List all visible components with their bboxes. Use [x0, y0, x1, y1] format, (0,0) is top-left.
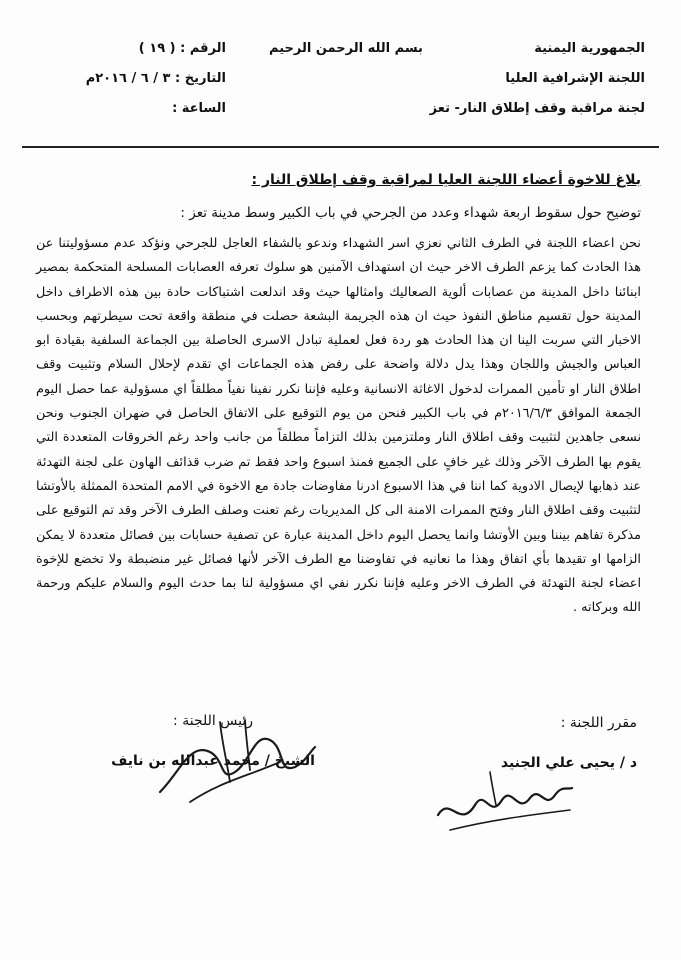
basmala: بسم الله الرحمن الرحيم: [269, 41, 423, 56]
reference-date: التاريخ : ٣ / ٦ / ٢٠١٦م: [85, 71, 226, 86]
body-paragraph: نحن اعضاء اللجنة في الطرف الثاني نعزي اسر الشهداء وندعو بالشفاء العاجل للجرحي ونؤكد عدم مسؤوليتنا عن هذا الحادث كما يزعم الطرف الاخر حيث ان استهداف الآمنين هو سلوك تعرفه العصابات المسلحة المتحكمة بمصير ابنائنا داخل المدينة من عصابات ألوية الصعاليك وامثالها حيث وقد اندلعت اشتباكات حادة بين هذه الاطراف داخل المدينة حول تقسيم مناطق النفوذ حيث ان هذه الجريمة البشعة حصلت في منطقة واقعة تحت سيطرتهم وبحسب الاخبار التي سربت الينا ان هذا الحادث هو ردة فعل لعملية تبادل الاسرى الحاصلة بين الجماعة السلفية بقيادة ابو العباس والجيش واللجان وهذا يدل دلالة واضحة على رفض هذه الجماعات اي تقدم لإحلال السلام وتثبيت وقف اطلاق النار او تأمين الممرات لدخول الاغاثة الانسانية وعليه فإننا نكرر نفينا نفياً مطلقاً اي مسؤولية عما حصل اليوم الجمعة الموافق ٢٠١٦/٦/٣م في باب الكبير فنحن من يوم التوقيع على الاتفاق الحاصل في ضهران الجنوب ونحن نسعى جاهدين لتثبيت وقف اطلاق النار وملتزمين بذلك التزاماً مطلقاً من جانب واحد رغم الخروقات المتعددة التي يقوم بها الطرف الآخر وذلك غير خافٍ على الجميع فمنذ اسبوع واحد فقط تم ضرب قذائف الهاون على لجنة التهدئة عند ذهابها لإيصال الادوية كما اننا في هذا الاسبوع ادرنا مفاوضات جادة مع الاخوة في الامم المتحدة الممثلة بالأوتشا لتثبيت وقف اطلاق النار وفتح الممرات الامنة الى كل المديريات رغم تعنت وصلف الطرف الآخر وقد تم التوقيع على مذكرة تفاهم بيننا وبين الأوتشا وانما يحصل اليوم داخل المدينة عبارة عن تصفية حسابات بين فصائل متعددة لا يمكن الزامها او تقيدها بأي اتفاق وهذا ما نعانيه في تفاوضنا مع الطرف الآخر لأنها فصائل غير منضبطة ولا تخضع للإخوة اعضاء لجنة التهدئة في الطرف الاخر وعليه فإننا نكرر نفي اي مسؤولية لنا بما حدث اليوم والسلام عليكم ورحمة الله وبركاته .: [36, 236, 642, 616]
body-paragraph-block: [36, 232, 641, 621]
chair-name: الشيخ / محمد عبدالله بن نايف: [111, 753, 315, 769]
chair-title: رئيس اللجنة :: [173, 713, 253, 729]
header-subcommittee: لجنة مراقبة وقف إطلاق النار- تعز: [429, 101, 645, 116]
header-committee: اللجنة الإشرافية العليا: [505, 71, 645, 86]
header-country: الجمهورية اليمنية: [534, 41, 645, 56]
header-issuer: [430, 34, 645, 124]
header-divider: [22, 146, 659, 148]
reference-number: الرقم : ( ١٩ ): [138, 41, 226, 56]
rapporteur-title: مقرر اللجنة :: [560, 715, 637, 731]
announcement-title: بلاغ للاخوة أعضاء اللجنة العليا لمراقبة وقف إطلاق النار :: [251, 172, 641, 188]
chair-signature-block: [108, 708, 318, 774]
header-basmala-block: [236, 34, 456, 64]
clarification-line: توضيح حول سقوط اربعة شهداء وعدد من الجرحي في باب الكبير وسط مدينة تعز :: [180, 205, 641, 221]
header-reference: [36, 34, 226, 124]
rapporteur-name: د / يحيى علي الجنيد: [500, 755, 637, 771]
rapporteur-signature-block: [437, 710, 637, 776]
reference-time: الساعة :: [172, 101, 226, 116]
